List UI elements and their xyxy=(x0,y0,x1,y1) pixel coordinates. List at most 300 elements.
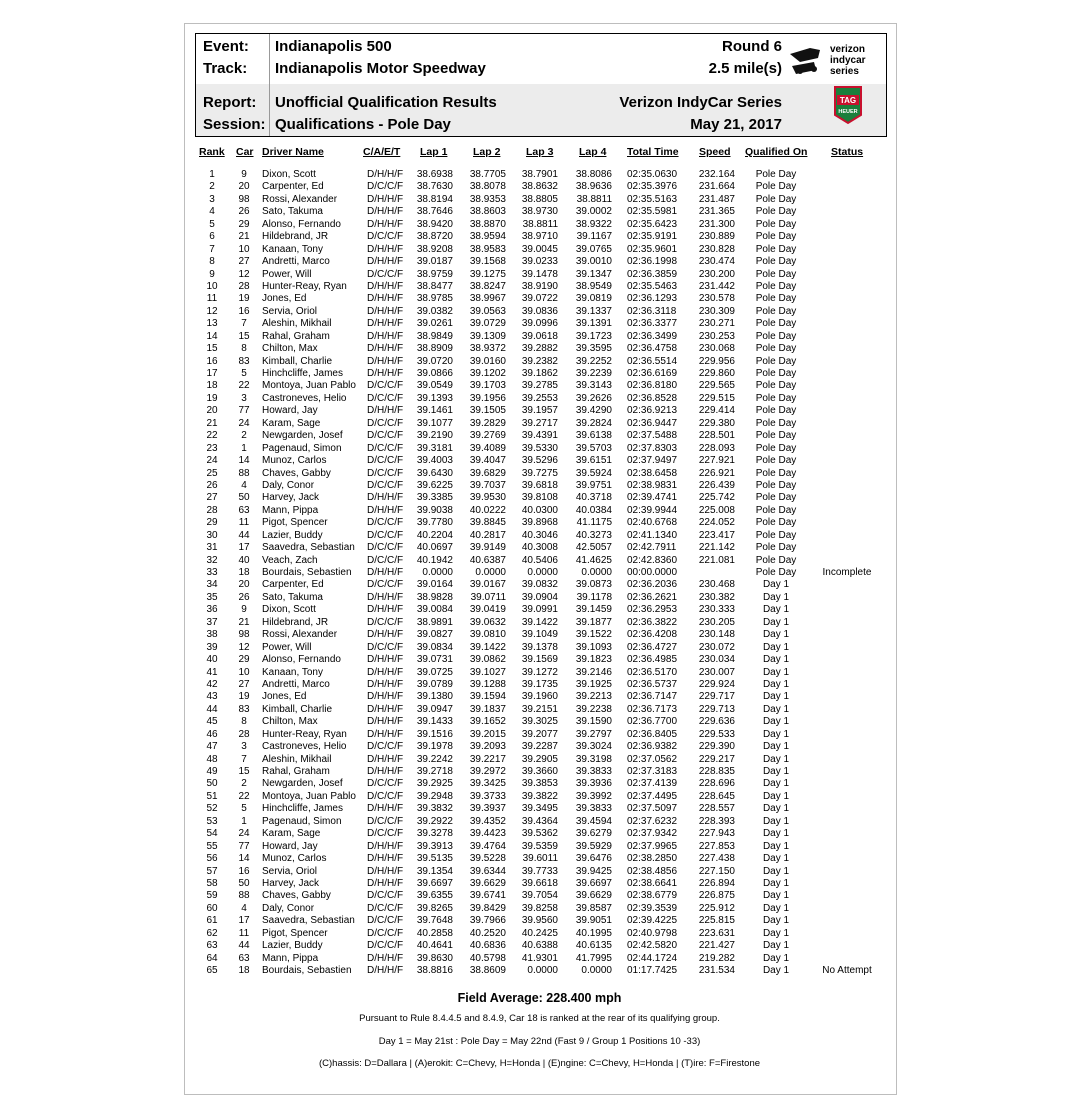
table-row xyxy=(0,393,1080,405)
speed-cell: 228.093 xyxy=(698,442,735,454)
tag-heuer-logo-icon xyxy=(833,85,863,125)
driver-cell: Jones, Ed xyxy=(262,293,307,305)
lap4-cell: 41.1175 xyxy=(576,517,612,529)
table-row xyxy=(0,219,1080,231)
rank-cell: 58 xyxy=(206,877,218,889)
speed-cell: 229.860 xyxy=(698,368,735,379)
rank-cell: 6 xyxy=(209,231,215,243)
rank-cell: 3 xyxy=(209,193,215,205)
qualified-cell: Pole Day xyxy=(755,181,797,193)
qualified-cell: Day 1 xyxy=(762,803,790,815)
rank-cell: 65 xyxy=(206,965,218,976)
driver-cell: Aleshin, Mikhail xyxy=(262,753,332,765)
lap1-cell: 39.1380 xyxy=(416,691,453,703)
car-cell: 5 xyxy=(241,803,247,815)
speed-cell: 226.439 xyxy=(698,479,735,491)
lap1-cell: 40.2204 xyxy=(416,529,453,541)
lap2-cell: 39.8845 xyxy=(469,517,506,529)
car-cell: 83 xyxy=(238,703,250,715)
total-cell: 02:36.3499 xyxy=(627,330,678,342)
lap4-cell: 39.3595 xyxy=(575,343,612,355)
caet-cell: D/H/H/F xyxy=(367,492,404,504)
qualified-cell: Pole Day xyxy=(755,504,797,516)
driver-cell: Aleshin, Mikhail xyxy=(262,318,332,330)
caet-cell: D/C/C/F xyxy=(367,790,404,802)
lap4-cell: 39.3936 xyxy=(575,778,612,790)
total-cell: 02:39.9944 xyxy=(627,504,678,516)
speed-cell: 230.333 xyxy=(698,604,735,616)
results-table xyxy=(0,169,1080,977)
table-row xyxy=(0,667,1080,679)
driver-cell: Andretti, Marco xyxy=(262,256,330,268)
lap1-cell: 39.2718 xyxy=(416,766,453,777)
lap4-cell: 38.9636 xyxy=(575,181,612,193)
lap2-cell: 38.9353 xyxy=(469,193,506,205)
total-cell: 02:38.9831 xyxy=(627,479,678,491)
caet-cell: D/H/H/F xyxy=(367,952,404,964)
caet-cell: D/C/C/F xyxy=(367,828,404,840)
lap3-cell: 39.3025 xyxy=(521,716,558,728)
car-cell: 50 xyxy=(238,877,250,889)
lap4-cell: 39.6279 xyxy=(575,828,612,840)
lap1-cell: 39.3385 xyxy=(416,492,453,504)
total-cell: 02:38.2850 xyxy=(627,853,678,865)
rank-cell: 16 xyxy=(206,355,218,367)
rank-cell: 26 xyxy=(206,479,218,491)
lap2-cell: 39.0632 xyxy=(469,616,506,628)
speed-cell: 230.309 xyxy=(698,305,735,317)
car-cell: 28 xyxy=(238,280,250,292)
caet-cell: D/H/H/F xyxy=(367,368,404,379)
speed-cell: 230.205 xyxy=(698,616,735,628)
table-row xyxy=(0,542,1080,554)
table-row xyxy=(0,206,1080,218)
total-cell: 02:38.6779 xyxy=(627,890,678,902)
table-row xyxy=(0,231,1080,243)
caet-cell: D/H/H/F xyxy=(367,654,404,666)
table-row xyxy=(0,368,1080,380)
total-cell: 02:42.8360 xyxy=(627,554,678,566)
rank-cell: 31 xyxy=(206,542,218,554)
rank-cell: 53 xyxy=(206,815,218,827)
rank-cell: 49 xyxy=(206,766,218,777)
rank-cell: 19 xyxy=(206,392,218,404)
lap3-cell: 38.9710 xyxy=(521,231,558,243)
car-cell: 16 xyxy=(238,865,250,877)
caet-cell: D/C/C/F xyxy=(367,529,404,541)
table-row xyxy=(0,691,1080,703)
lap4-cell: 39.1391 xyxy=(575,318,612,330)
spec-legend: (C)hassis: D=Dallara | (A)erokit: C=Chevy, H=Honda | (E)ngine: C=Chevy, H=Honda | (T)ire: F=Firestone xyxy=(318,1058,761,1069)
rank-cell: 18 xyxy=(206,380,218,392)
lap1-cell: 40.4641 xyxy=(416,940,453,952)
car-cell: 16 xyxy=(238,305,250,317)
driver-cell: Carpenter, Ed xyxy=(262,579,324,591)
car-cell: 4 xyxy=(241,902,247,914)
table-row xyxy=(0,642,1080,654)
driver-cell: Harvey, Jack xyxy=(262,877,320,889)
rank-cell: 23 xyxy=(206,442,218,454)
driver-cell: Newgarden, Josef xyxy=(262,430,343,442)
caet-cell: D/H/H/F xyxy=(367,405,404,417)
col-status: Status xyxy=(831,146,864,158)
table-row xyxy=(0,816,1080,828)
lap1-cell: 38.7630 xyxy=(416,181,453,193)
driver-cell: Newgarden, Josef xyxy=(262,778,343,790)
total-cell: 02:35.5163 xyxy=(627,193,678,205)
lap3-cell: 39.6818 xyxy=(521,479,558,491)
lap4-cell: 39.6151 xyxy=(575,455,612,467)
qualified-cell: Pole Day xyxy=(755,231,797,243)
lap3-cell: 39.2287 xyxy=(521,741,558,753)
car-cell: 83 xyxy=(238,355,250,367)
caet-cell: D/C/C/F xyxy=(367,268,404,280)
lap1-cell: 38.9759 xyxy=(416,268,453,280)
lap4-cell: 39.2626 xyxy=(575,392,612,404)
rank-cell: 63 xyxy=(206,940,218,952)
table-row xyxy=(0,405,1080,417)
qualified-cell: Pole Day xyxy=(755,567,797,578)
lap4-cell: 39.2239 xyxy=(575,368,612,379)
table-row xyxy=(0,356,1080,368)
table-row xyxy=(0,293,1080,305)
lap4-cell: 39.9751 xyxy=(575,479,612,491)
total-cell: 02:36.6169 xyxy=(627,368,678,379)
lap1-cell: 39.6355 xyxy=(416,890,453,902)
caet-cell: D/H/H/F xyxy=(367,293,404,305)
lap1-cell: 38.9420 xyxy=(416,218,453,230)
lap1-cell: 39.2922 xyxy=(416,815,453,827)
qualified-cell: Pole Day xyxy=(755,268,797,280)
lap3-cell: 38.8805 xyxy=(521,193,558,205)
speed-cell: 229.533 xyxy=(698,728,735,740)
table-row xyxy=(0,766,1080,778)
caet-cell: D/H/H/F xyxy=(367,193,404,205)
qualified-cell: Pole Day xyxy=(755,330,797,342)
lap2-cell: 40.2520 xyxy=(469,927,506,939)
qualified-cell: Pole Day xyxy=(755,380,797,392)
speed-cell: 223.631 xyxy=(698,927,735,939)
caet-cell: D/C/C/F xyxy=(367,517,404,529)
driver-cell: Rahal, Graham xyxy=(262,330,330,342)
rank-cell: 41 xyxy=(206,666,218,678)
speed-cell: 230.007 xyxy=(698,666,735,678)
driver-cell: Carpenter, Ed xyxy=(262,181,324,193)
car-cell: 44 xyxy=(238,529,250,541)
qualified-cell: Pole Day xyxy=(755,517,797,529)
driver-cell: Servia, Oriol xyxy=(262,305,318,317)
lap2-cell: 39.6741 xyxy=(469,890,506,902)
caet-cell: D/C/C/F xyxy=(367,430,404,442)
speed-cell: 230.382 xyxy=(698,591,735,603)
lap2-cell: 40.0222 xyxy=(469,504,506,516)
table-row xyxy=(0,418,1080,430)
qualified-cell: Day 1 xyxy=(762,890,790,902)
lap2-cell: 0.0000 xyxy=(475,567,506,578)
car-cell: 3 xyxy=(241,741,247,753)
col-lap1: Lap 1 xyxy=(420,146,448,158)
rank-cell: 2 xyxy=(209,181,215,193)
rule-note: Pursuant to Rule 8.4.4.5 and 8.4.9, Car 18 is ranked at the rear of its qualifying group. xyxy=(359,1013,720,1024)
car-cell: 21 xyxy=(238,231,250,243)
total-cell: 02:37.4139 xyxy=(627,778,678,790)
lap3-cell: 39.2077 xyxy=(521,728,558,740)
driver-cell: Chilton, Max xyxy=(262,716,318,728)
lap1-cell: 40.0697 xyxy=(416,542,453,554)
lap3-cell: 39.0991 xyxy=(521,604,558,616)
lap3-cell: 39.2553 xyxy=(521,392,558,404)
table-row xyxy=(0,244,1080,256)
caet-cell: D/H/H/F xyxy=(367,504,404,516)
lap3-cell: 40.3046 xyxy=(521,529,558,541)
caet-cell: D/H/H/F xyxy=(367,343,404,355)
qualified-cell: Day 1 xyxy=(762,778,790,790)
table-row xyxy=(0,729,1080,741)
speed-cell: 229.390 xyxy=(698,741,735,753)
driver-cell: Mann, Pippa xyxy=(262,504,319,516)
table-row xyxy=(0,890,1080,902)
lap4-cell: 40.6135 xyxy=(575,940,612,952)
speed-cell: 225.742 xyxy=(698,492,735,504)
total-cell: 02:36.5514 xyxy=(627,355,678,367)
speed-cell: 231.664 xyxy=(698,181,735,193)
caet-cell: D/H/H/F xyxy=(367,169,404,180)
qualified-cell: Day 1 xyxy=(762,877,790,889)
caet-cell: D/C/C/F xyxy=(367,579,404,591)
lap2-cell: 39.0160 xyxy=(469,355,506,367)
lap4-cell: 41.4625 xyxy=(575,554,612,566)
lap4-cell: 39.2238 xyxy=(575,703,612,715)
car-cell: 4 xyxy=(241,479,247,491)
speed-cell: 230.468 xyxy=(698,579,735,591)
col-lap2: Lap 2 xyxy=(473,146,501,158)
total-cell: 02:37.9965 xyxy=(627,840,678,852)
lap1-cell: 39.3913 xyxy=(416,840,453,852)
car-cell: 28 xyxy=(238,728,250,740)
caet-cell: D/H/H/F xyxy=(367,318,404,330)
lap3-cell: 39.0996 xyxy=(521,318,558,330)
logo-tag-text: TAG xyxy=(839,96,857,105)
table-row xyxy=(0,754,1080,766)
lap1-cell: 40.1942 xyxy=(416,554,453,566)
lap4-cell: 39.1167 xyxy=(576,231,612,243)
rank-cell: 52 xyxy=(206,803,218,815)
driver-cell: Chaves, Gabby xyxy=(262,467,331,479)
caet-cell: D/C/C/F xyxy=(367,181,404,193)
rank-cell: 39 xyxy=(206,641,218,653)
driver-cell: Hunter-Reay, Ryan xyxy=(262,728,347,740)
rank-cell: 21 xyxy=(206,417,218,429)
table-row xyxy=(0,915,1080,927)
qualified-cell: Pole Day xyxy=(755,554,797,566)
speed-cell: 230.034 xyxy=(698,654,735,666)
qualified-cell: Day 1 xyxy=(762,840,790,852)
car-cell: 10 xyxy=(238,243,250,255)
qualified-cell: Day 1 xyxy=(762,902,790,914)
total-cell: 02:42.5820 xyxy=(627,940,678,952)
lap3-cell: 40.6388 xyxy=(521,940,558,952)
car-cell: 22 xyxy=(238,790,250,802)
lap1-cell: 39.0827 xyxy=(416,629,453,641)
lap1-cell: 38.8909 xyxy=(416,343,453,355)
rank-cell: 33 xyxy=(206,567,218,578)
driver-cell: Veach, Zach xyxy=(262,554,318,566)
qualified-cell: Pole Day xyxy=(755,542,797,554)
lap3-cell: 39.2382 xyxy=(521,355,558,367)
table-row xyxy=(0,853,1080,865)
lap2-cell: 39.0563 xyxy=(469,305,506,317)
speed-cell: 231.442 xyxy=(698,280,735,292)
lap2-cell: 40.6836 xyxy=(469,940,506,952)
lap1-cell: 38.9828 xyxy=(416,591,453,603)
car-cell: 24 xyxy=(238,417,250,429)
lap3-cell: 39.3495 xyxy=(521,803,558,815)
lap4-cell: 39.5929 xyxy=(575,840,612,852)
caet-cell: D/H/H/F xyxy=(367,330,404,342)
lap1-cell: 39.4003 xyxy=(416,455,453,467)
speed-cell: 230.253 xyxy=(698,330,735,342)
lap4-cell: 39.2252 xyxy=(575,355,612,367)
lap2-cell: 40.5798 xyxy=(469,952,506,964)
lap2-cell: 39.1703 xyxy=(469,380,506,392)
rank-cell: 8 xyxy=(209,256,215,268)
car-cell: 18 xyxy=(238,567,250,578)
lap2-cell: 39.0419 xyxy=(469,604,506,616)
table-row xyxy=(0,965,1080,977)
caet-cell: D/C/C/F xyxy=(367,479,404,491)
lap3-cell: 39.6618 xyxy=(521,877,558,889)
lap4-cell: 39.0010 xyxy=(575,256,612,268)
caet-cell: D/C/C/F xyxy=(367,641,404,653)
driver-cell: Chilton, Max xyxy=(262,343,318,355)
caet-cell: D/H/H/F xyxy=(367,840,404,852)
driver-cell: Chaves, Gabby xyxy=(262,890,331,902)
lap3-cell: 39.1957 xyxy=(521,405,558,417)
lap2-cell: 39.4352 xyxy=(469,815,506,827)
driver-cell: Hinchcliffe, James xyxy=(262,803,343,815)
rank-cell: 50 xyxy=(206,778,218,790)
car-cell: 26 xyxy=(238,591,250,603)
driver-cell: Kimball, Charlie xyxy=(262,355,333,367)
lap1-cell: 39.1433 xyxy=(416,716,453,728)
caet-cell: D/H/H/F xyxy=(367,629,404,641)
qualified-cell: Pole Day xyxy=(755,529,797,541)
lap1-cell: 38.9891 xyxy=(416,616,453,628)
caet-cell: D/C/C/F xyxy=(367,554,404,566)
lap2-cell: 38.9583 xyxy=(469,243,506,255)
driver-cell: Saavedra, Sebastian xyxy=(262,915,355,927)
total-cell: 02:41.1340 xyxy=(627,529,678,541)
lap2-cell: 39.1652 xyxy=(469,716,506,728)
lap4-cell: 39.5703 xyxy=(575,442,612,454)
driver-cell: Castroneves, Helio xyxy=(262,741,347,753)
speed-cell: 228.696 xyxy=(698,778,735,790)
total-cell: 02:35.9601 xyxy=(627,243,678,255)
qualified-cell: Day 1 xyxy=(762,629,790,641)
rank-cell: 29 xyxy=(206,517,218,529)
rank-cell: 11 xyxy=(206,293,218,305)
speed-cell: 229.636 xyxy=(698,716,735,728)
total-cell: 02:36.3118 xyxy=(627,305,677,317)
rank-cell: 30 xyxy=(206,529,218,541)
driver-cell: Andretti, Marco xyxy=(262,678,330,690)
rank-cell: 24 xyxy=(206,455,218,467)
lap1-cell: 38.8720 xyxy=(416,231,453,243)
qualified-cell: Day 1 xyxy=(762,641,790,653)
lap3-cell: 39.6011 xyxy=(522,853,558,865)
table-row xyxy=(0,517,1080,529)
total-cell: 02:37.0562 xyxy=(627,753,678,765)
speed-cell: 228.645 xyxy=(698,790,735,802)
rank-cell: 35 xyxy=(206,591,218,603)
total-cell: 02:36.5737 xyxy=(627,678,678,690)
total-cell: 02:37.9497 xyxy=(627,455,678,467)
table-row xyxy=(0,579,1080,591)
table-row xyxy=(0,828,1080,840)
lap3-cell: 0.0000 xyxy=(527,567,558,578)
total-cell: 02:36.2621 xyxy=(627,591,678,603)
lap1-cell: 39.1077 xyxy=(416,417,453,429)
car-cell: 14 xyxy=(238,853,250,865)
car-cell: 1 xyxy=(241,815,247,827)
caet-cell: D/H/H/F xyxy=(367,753,404,765)
driver-cell: Hildebrand, JR xyxy=(262,616,329,628)
caet-cell: D/C/C/F xyxy=(367,467,404,479)
rank-cell: 46 xyxy=(206,728,218,740)
lap2-cell: 39.7966 xyxy=(469,915,506,927)
caet-cell: D/C/C/F xyxy=(367,380,404,392)
logo-verizon-text: verizon xyxy=(830,44,866,55)
qualified-cell: Day 1 xyxy=(762,965,790,976)
speed-cell: 229.713 xyxy=(698,703,735,715)
lap1-cell: 39.0947 xyxy=(416,703,453,715)
speed-cell: 223.417 xyxy=(698,529,735,541)
rank-cell: 4 xyxy=(209,206,215,218)
lap2-cell: 39.1837 xyxy=(469,703,506,715)
lap3-cell: 39.1422 xyxy=(521,616,558,628)
rank-cell: 15 xyxy=(206,343,218,355)
total-cell: 02:36.7173 xyxy=(627,703,678,715)
total-cell: 02:37.3183 xyxy=(627,766,678,777)
logo-indycar-text: indycar xyxy=(830,55,866,66)
lap2-cell: 39.0810 xyxy=(469,629,506,641)
lap2-cell: 39.5228 xyxy=(469,853,506,865)
qualified-cell: Pole Day xyxy=(755,417,797,429)
total-cell: 02:37.8303 xyxy=(627,442,678,454)
lap2-cell: 39.6829 xyxy=(469,467,506,479)
driver-cell: Dixon, Scott xyxy=(262,604,316,616)
total-cell: 02:36.3822 xyxy=(627,616,678,628)
rank-cell: 32 xyxy=(206,554,218,566)
total-cell: 02:36.4758 xyxy=(627,343,678,355)
qualified-cell: Pole Day xyxy=(755,392,797,404)
driver-cell: Montoya, Juan Pablo xyxy=(262,790,356,802)
speed-cell: 229.380 xyxy=(698,417,735,429)
table-row xyxy=(0,778,1080,790)
lap1-cell: 39.3181 xyxy=(416,442,453,454)
table-row xyxy=(0,679,1080,691)
lap3-cell: 39.1378 xyxy=(521,641,558,653)
qualified-cell: Pole Day xyxy=(755,455,797,467)
speed-cell: 230.828 xyxy=(698,243,735,255)
lap2-cell: 38.7705 xyxy=(469,169,506,180)
lap3-cell: 39.8968 xyxy=(521,517,558,529)
lap1-cell: 39.1393 xyxy=(416,392,453,404)
table-row xyxy=(0,530,1080,542)
speed-cell: 231.300 xyxy=(698,218,735,230)
lap3-cell: 39.2882 xyxy=(521,343,558,355)
lap4-cell: 39.1093 xyxy=(575,641,612,653)
